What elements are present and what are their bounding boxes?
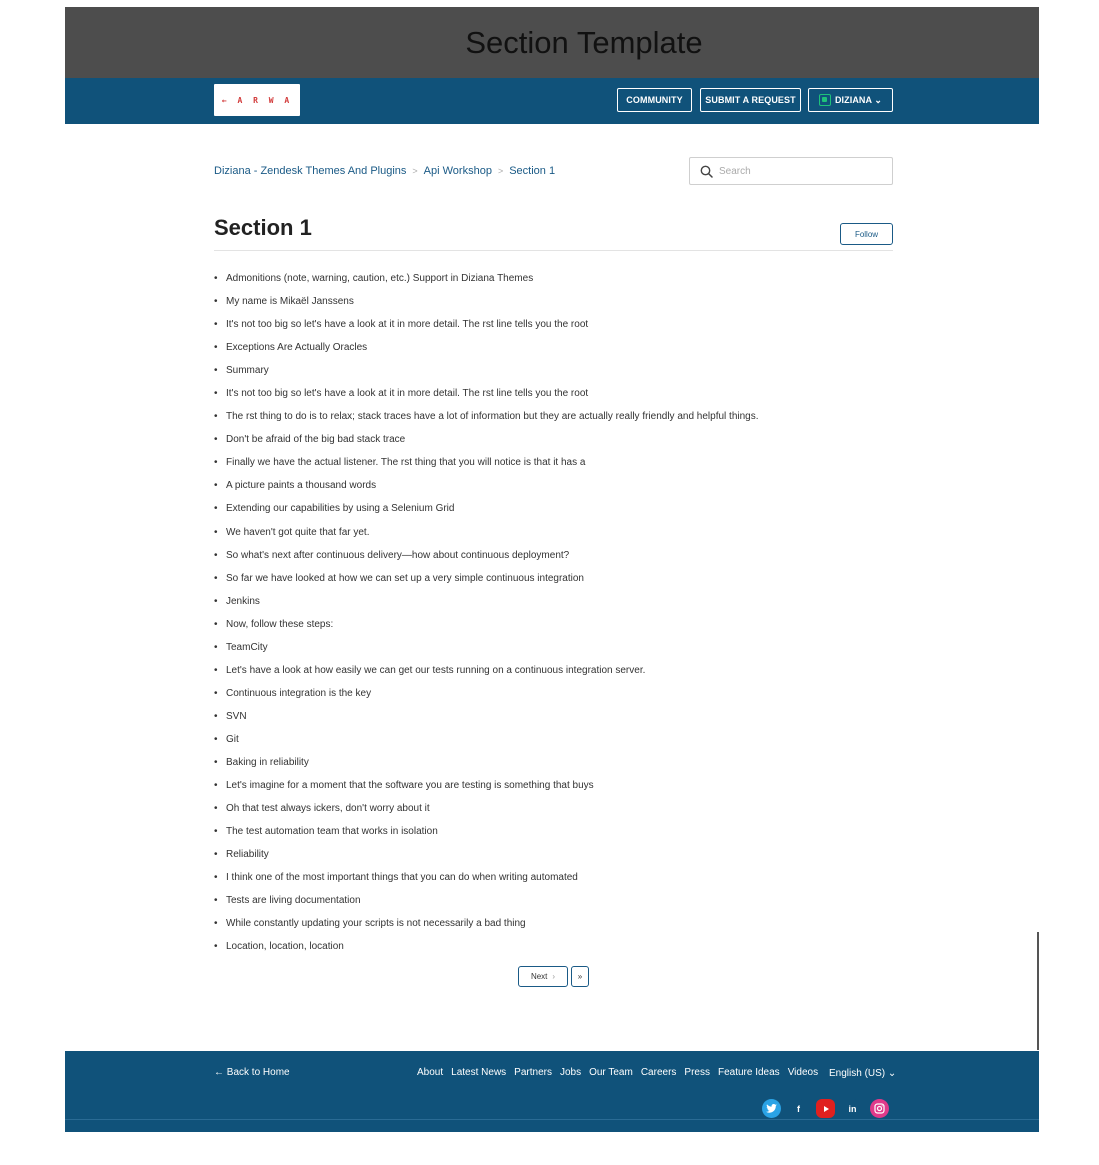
community-button[interactable]: COMMUNITY: [617, 88, 692, 112]
article-link[interactable]: • Baking in reliability: [226, 757, 309, 768]
list-item: [214, 451, 894, 474]
list-item: [214, 843, 894, 866]
footer-link-partners[interactable]: Partners: [514, 1067, 552, 1078]
list-item: [214, 728, 894, 751]
list-item: [214, 659, 894, 682]
article-link[interactable]: • Don't be afraid of the big bad stack trace: [226, 434, 406, 446]
list-item: [214, 359, 894, 382]
article-link[interactable]: • So far we have looked at how we can set up a very simple continuous integration: [226, 572, 584, 584]
scroll-edge: [1037, 932, 1039, 1050]
article-link[interactable]: • Reliability: [226, 849, 269, 861]
list-item: [214, 705, 894, 728]
article-link[interactable]: • Location, location, location: [226, 941, 344, 953]
article-link[interactable]: • Tests are living documentation: [226, 895, 361, 907]
next-page-label: Next: [530, 972, 548, 981]
breadcrumb-item-home[interactable]: Diziana - Zendesk Themes And Plugins: [214, 165, 407, 177]
article-link[interactable]: • I think one of the most important things that you can do when writing automated: [226, 872, 578, 884]
breadcrumb-separator: >: [497, 166, 504, 176]
list-item: [214, 267, 894, 290]
footer-link-videos[interactable]: Videos: [787, 1067, 819, 1078]
article-link[interactable]: • Continuous integration is the key: [226, 687, 372, 699]
twitter-icon[interactable]: [762, 1099, 781, 1118]
search-box[interactable]: [689, 157, 893, 185]
list-item: [214, 820, 894, 843]
list-item: [214, 912, 894, 935]
page-title: Section 1: [214, 215, 312, 240]
footer-divider: [65, 1119, 1039, 1120]
article-link[interactable]: • It's not too big so let's have a look at it in more detail. The rst line tells you the root: [226, 319, 589, 331]
list-item: [214, 497, 894, 520]
list-item: [214, 751, 894, 774]
template-title: Section Template: [465, 24, 703, 60]
chevron-right-icon: ›: [552, 972, 556, 981]
article-link[interactable]: • Admonitions (note, warning, caution, etc.) Support in Diziana Themes: [226, 273, 534, 285]
footer-link-jobs[interactable]: Jobs: [559, 1067, 582, 1078]
article-link[interactable]: • While constantly updating your scripts is not necessarily a bad thing: [226, 918, 526, 930]
site-header: [65, 78, 1039, 124]
article-link[interactable]: • So what's next after continuous delivery—how about continuous deployment?: [226, 549, 570, 561]
site-footer: [65, 1051, 1039, 1132]
list-item: [214, 336, 894, 359]
footer-link-press[interactable]: Press: [684, 1067, 710, 1078]
list-item: [214, 613, 894, 636]
article-list: [214, 267, 894, 958]
social-links: [762, 1099, 889, 1118]
last-page-button[interactable]: »: [571, 966, 589, 987]
article-link[interactable]: • Oh that test always ickers, don't worry about it: [226, 803, 430, 815]
list-item: [214, 774, 894, 797]
list-item: [214, 866, 894, 889]
footer-link-our-team[interactable]: Our Team: [589, 1067, 633, 1078]
list-item: [214, 544, 894, 567]
logo[interactable]: ← A R W A: [214, 84, 300, 116]
user-avatar-icon: [819, 94, 831, 106]
article-link[interactable]: • Let's imagine for a moment that the software you are testing is something that buys: [226, 780, 594, 792]
list-item: [214, 636, 894, 659]
breadcrumb-item-category[interactable]: Api Workshop: [423, 165, 492, 177]
list-item: [214, 889, 894, 912]
list-item: [214, 290, 894, 313]
facebook-icon[interactable]: f: [789, 1099, 808, 1118]
article-link[interactable]: • SVN: [226, 710, 247, 722]
list-item: [214, 428, 894, 451]
user-menu-label: DIZIANA ⌄: [834, 94, 883, 105]
article-link[interactable]: • Jenkins: [226, 595, 260, 607]
language-selector[interactable]: English (US) ⌄: [829, 1068, 897, 1079]
pagination: [518, 966, 589, 987]
article-link[interactable]: • A picture paints a thousand words: [226, 480, 377, 492]
article-link[interactable]: • Summary: [226, 365, 269, 377]
footer-link-latest-news[interactable]: Latest News: [451, 1067, 507, 1078]
template-title-bar: [65, 7, 1039, 78]
list-item: [214, 797, 894, 820]
footer-links: [417, 1067, 818, 1078]
article-link[interactable]: • The test automation team that works in isolation: [226, 826, 438, 838]
page-frame: [65, 7, 1039, 1132]
youtube-icon[interactable]: [816, 1099, 835, 1118]
user-menu-button[interactable]: [808, 88, 893, 112]
article-link[interactable]: • Finally we have the actual listener. The rst thing that you will notice is that it has a: [226, 457, 586, 469]
submit-request-button[interactable]: SUBMIT A REQUEST: [700, 88, 801, 112]
list-item: [214, 405, 894, 428]
article-link[interactable]: • My name is Mikaël Janssens: [226, 296, 354, 308]
linkedin-icon[interactable]: in: [843, 1099, 862, 1118]
article-link[interactable]: • Git: [226, 733, 239, 745]
article-link[interactable]: • Let's have a look at how easily we can get our tests running on a continuous integration server.: [226, 664, 646, 676]
article-link[interactable]: • The rst thing to do is to relax; stack traces have a lot of information but they are actually really friendly and helpful things.: [226, 411, 759, 423]
list-item: [214, 474, 894, 497]
article-link[interactable]: • Extending our capabilities by using a Selenium Grid: [226, 503, 455, 515]
list-item: [214, 935, 894, 958]
search-icon: [700, 165, 713, 178]
article-link[interactable]: • Exceptions Are Actually Oracles: [226, 342, 368, 354]
footer-link-about[interactable]: About: [417, 1067, 444, 1078]
instagram-icon[interactable]: [870, 1099, 889, 1118]
list-item: [214, 682, 894, 705]
article-link[interactable]: • Now, follow these steps:: [226, 618, 334, 630]
search-input[interactable]: [719, 166, 879, 177]
article-link[interactable]: • It's not too big so let's have a look at it in more detail. The rst line tells you the root: [226, 388, 589, 400]
article-link[interactable]: • We haven't got quite that far yet.: [226, 526, 370, 538]
article-link[interactable]: • TeamCity: [226, 641, 268, 653]
footer-link-feature-ideas[interactable]: Feature Ideas: [717, 1067, 780, 1078]
back-to-home-link[interactable]: ← Back to Home: [214, 1067, 290, 1078]
list-item: [214, 567, 894, 590]
footer-link-careers[interactable]: Careers: [640, 1067, 677, 1078]
list-item: [214, 382, 894, 405]
follow-button[interactable]: Follow: [840, 223, 893, 245]
breadcrumb: [214, 165, 555, 177]
list-item: [214, 590, 894, 613]
next-page-button[interactable]: [518, 966, 568, 987]
breadcrumb-separator: >: [412, 166, 418, 176]
divider: [214, 250, 893, 251]
list-item: [214, 313, 894, 336]
breadcrumb-item-section[interactable]: Section 1: [509, 165, 556, 177]
list-item: [214, 521, 894, 544]
